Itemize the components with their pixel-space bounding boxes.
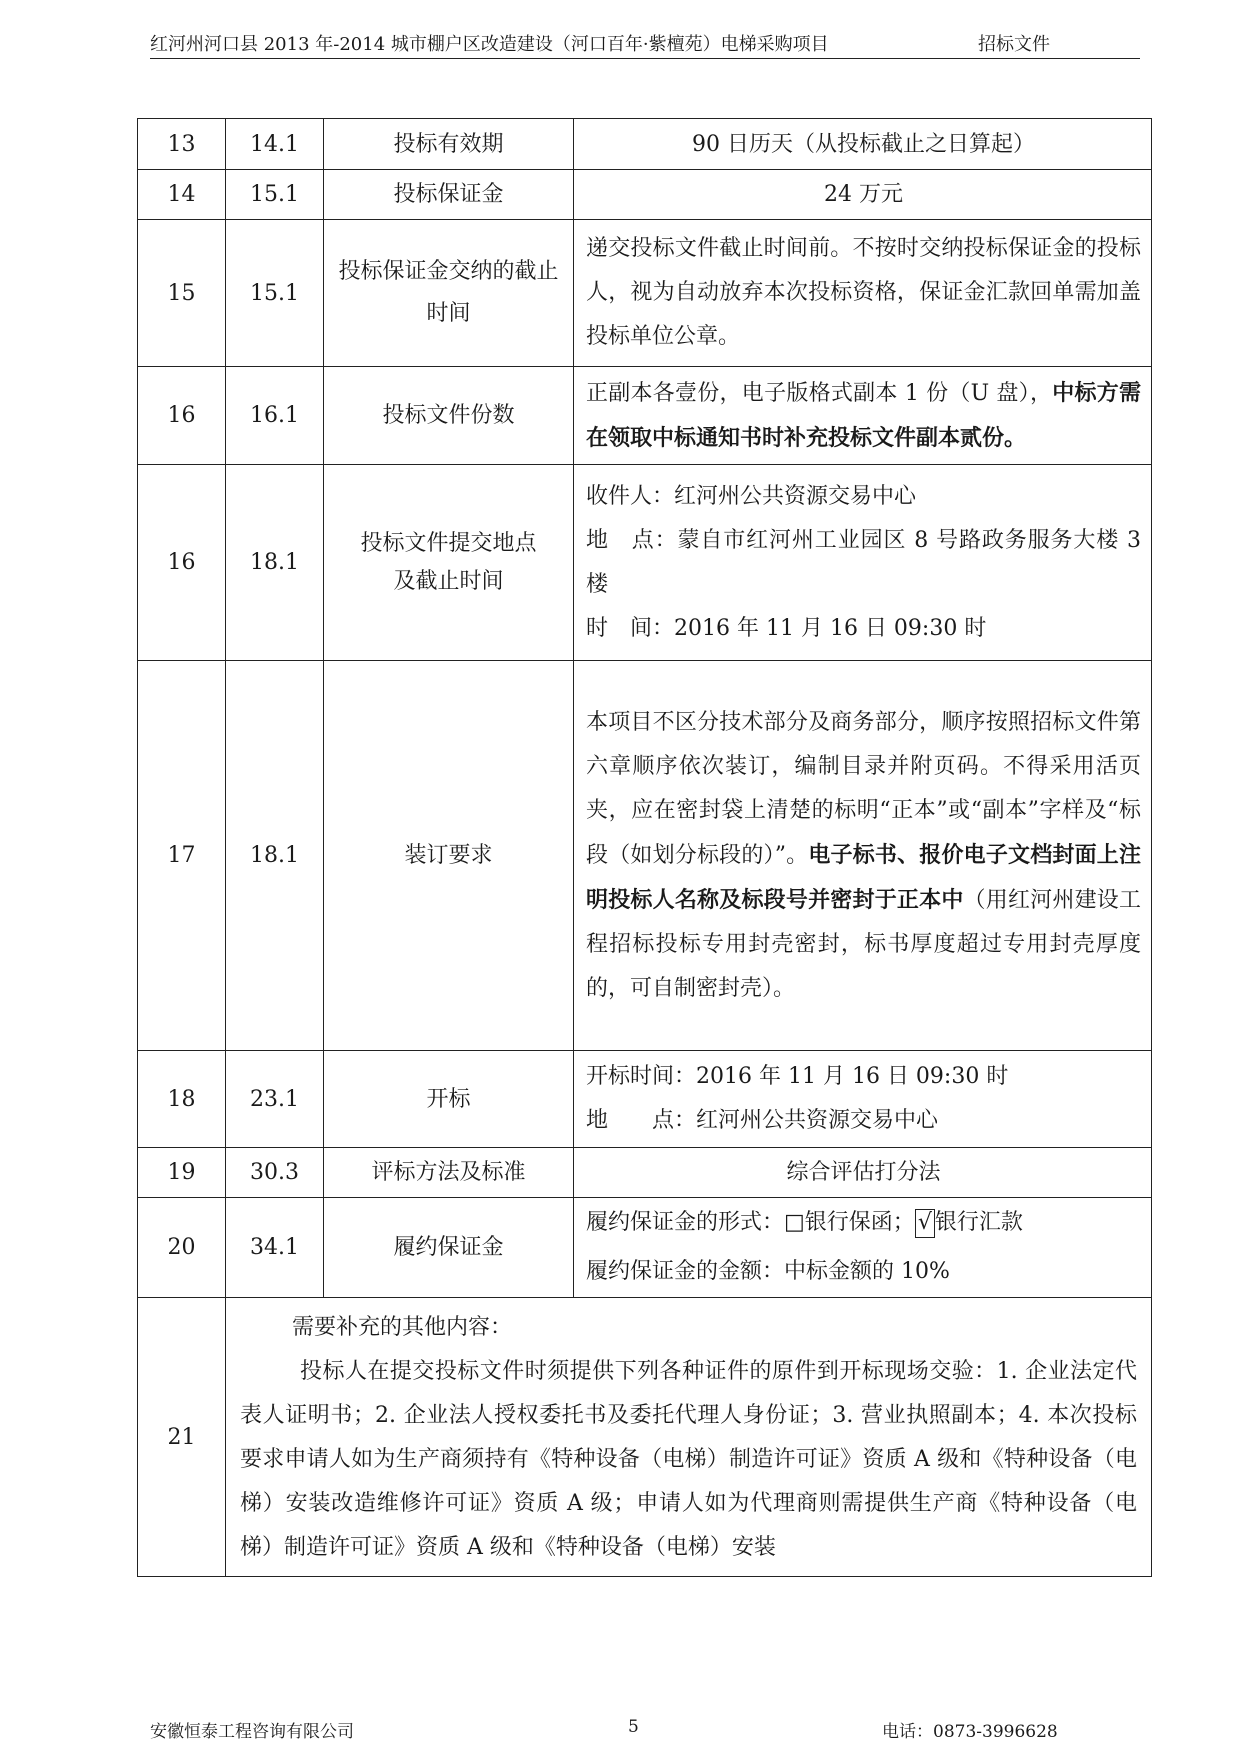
guarantee-amount-line: 履约保证金的金额：中标金额的 10% [586,1258,950,1284]
item-name: 投标保证金 [324,170,574,220]
guarantee-form-label: 履约保证金的形式： [586,1210,785,1236]
item-name: 投标文件份数 [324,367,574,465]
item-content: 综合评估打分法 [574,1148,1152,1198]
bank-guarantee-option: □银行保函； [784,1210,915,1236]
clause-number: 30.3 [226,1148,324,1198]
item-content: 递交投标文件截止时间前。不按时交纳投标保证金的投标人，视为自动放弃本次投标资格，保证金汇款回单需加盖投标单位公章。 [574,220,1152,367]
clause-number: 18.1 [226,465,324,661]
additional-body: 投标人在提交投标文件时须提供下列各种证件的原件到开标现场交验：1. 企业法定代表人证明书；2. 企业法人授权委托书及委托代理人身份证；3. 营业执照副本；4. 本次投标要求申请人如为生产商须持有《特种设备（电梯）制造许可证》资质 A 级和《特种设备（电梯）安装改造维修许可证》资质 A 级；申请人如为代理商则需提供生产商《特种设备（电梯）制造许可证》资质 A 级和《特种设备（电梯）安装 [240,1359,1137,1560]
item-content [574,1198,1152,1298]
table-row [138,119,1152,170]
item-name: 开标 [324,1051,574,1148]
binding-emphasis: 电子标书、报价电子文档封面上注明投标人名称及标段号并密封于正本中 [586,841,1141,913]
item-content [574,367,1152,465]
item-name-line: 投标文件提交地点 [360,531,537,557]
row-number: 16 [138,465,226,661]
additional-heading: 需要补充的其他内容： [292,1315,513,1340]
row-number: 19 [138,1148,226,1198]
table-row [138,1051,1152,1148]
clause-number: 23.1 [226,1051,324,1148]
item-content: 24 万元 [574,170,1152,220]
table-row [138,220,1152,367]
row-number: 18 [138,1051,226,1148]
guarantee-form-line [586,1199,1141,1247]
checked-box-icon: √ [915,1209,935,1237]
table-row [138,465,1152,661]
table-row [138,661,1152,1051]
row-number: 14 [138,170,226,220]
header-rule [150,58,1140,59]
item-content [574,465,1152,661]
recipient-line: 收件人：红河州公共资源交易中心 [586,483,917,509]
opening-time-line: 开标时间：2016 年 11 月 16 日 09:30 时 [586,1064,1009,1089]
clause-number: 16.1 [226,367,324,465]
clause-number: 18.1 [226,661,324,1051]
row-number: 21 [138,1298,226,1577]
opening-place-line: 地 点：红河州公共资源交易中心 [586,1108,939,1133]
address-line: 地 点：蒙自市红河州工业园区 8 号路政务服务大楼 3 楼 [586,527,1141,597]
item-content [574,661,1152,1051]
item-name-line: 及截止时间 [393,568,504,594]
row-number: 16 [138,367,226,465]
additional-content [226,1298,1152,1577]
table-row [138,1298,1152,1577]
row-number: 17 [138,661,226,1051]
bank-transfer-option: 银行汇款 [934,1210,1023,1236]
header-doc-type: 招标文件 [978,34,1050,55]
content-emphasis: 中标方需在领取中标通知书时补充投标文件副本贰份。 [586,379,1141,451]
footer-phone: 电话：0873-3996628 [882,1722,1058,1742]
item-content [574,1051,1152,1148]
item-name: 投标保证金交纳的截止时间 [324,220,574,367]
item-name: 履约保证金 [324,1198,574,1298]
clause-number: 34.1 [226,1198,324,1298]
binding-text: （用红河州建设工程招标投标专用封壳密封，标书厚度超过专用封壳厚度的，可自制密封壳）。 [586,887,1141,1001]
header-title: 红河州河口县 2013 年-2014 城市棚户区改造建设（河口百年·紫檀苑）电梯采购项目 [150,34,829,55]
table-row [138,367,1152,465]
row-number: 15 [138,220,226,367]
bid-data-table [137,118,1152,1577]
content-normal: 正副本各壹份，电子版格式副本 1 份（U 盘）， [586,380,1053,406]
clause-number: 15.1 [226,170,324,220]
page-header [150,30,1140,58]
time-line: 时 间：2016 年 11 月 16 日 09:30 时 [586,615,987,641]
item-name [324,465,574,661]
clause-number: 14.1 [226,119,324,170]
item-name: 评标方法及标准 [324,1148,574,1198]
table-row [138,1148,1152,1198]
clause-number: 15.1 [226,220,324,367]
item-content: 90 日历天（从投标截止之日算起） [574,119,1152,170]
item-name: 投标有效期 [324,119,574,170]
table-row [138,1198,1152,1298]
row-number: 13 [138,119,226,170]
item-name: 装订要求 [324,661,574,1051]
binding-text: 本项目不区分技术部分及商务部分，顺序按照招标文件第六章顺序依次装订，编制目录并附页码。不得采用活页夹，应在密封袋上清楚的标明“正本”或“副本”字样及“标段（如划分标段的）”。 [586,709,1141,868]
page-number: 5 [628,1717,639,1737]
row-number: 20 [138,1198,226,1298]
table-row [138,170,1152,220]
footer-company: 安徽恒泰工程咨询有限公司 [150,1722,354,1742]
